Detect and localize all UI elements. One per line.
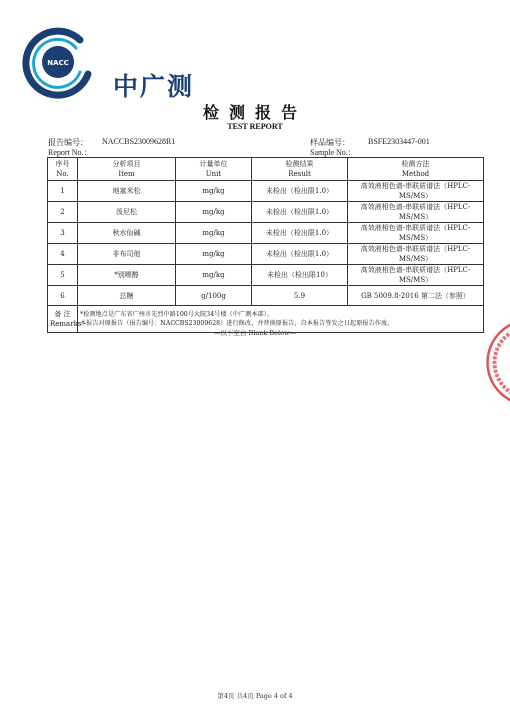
- header-no: 序号 No.: [48, 158, 78, 181]
- nacc-logo-mark: [18, 22, 108, 102]
- cell-no: 3: [48, 223, 78, 244]
- table-row: [48, 286, 484, 306]
- blank-below-marker: —以下空白 Blank Below—: [213, 329, 297, 337]
- cell-method: 高效液相色谱-串联质谱法（HPLC-MS/MS）: [348, 181, 484, 202]
- table-row: [48, 181, 484, 202]
- cell-item: 非布司他: [78, 244, 176, 265]
- cell-method: 高效液相色谱-串联质谱法（HPLC-MS/MS）: [348, 223, 484, 244]
- cell-item: 泼尼松: [78, 202, 176, 223]
- header-method: 检测方法 Method: [348, 158, 484, 181]
- report-no-label-en: Report No.：: [48, 148, 92, 157]
- cell-item: 地塞米松: [78, 181, 176, 202]
- cell-unit: mg/kg: [176, 265, 252, 286]
- report-no-value: NACCBS23009628R1: [102, 137, 176, 146]
- official-seal-stamp: [470, 315, 510, 410]
- header-item: 分析项目 Item: [78, 158, 176, 181]
- remarks-label: 备 注 Remarks: [48, 306, 78, 333]
- report-title-cn: 检测报告: [202, 103, 307, 122]
- cell-item: 秋水仙碱: [78, 223, 176, 244]
- results-table: [47, 157, 484, 333]
- cell-result: 未检出（检出限1.0）: [252, 244, 348, 265]
- cell-no: 5: [48, 265, 78, 286]
- cell-no: 4: [48, 244, 78, 265]
- cell-result: 未检出（检出限1.0）: [252, 202, 348, 223]
- header-unit: 计量单位 Unit: [176, 158, 252, 181]
- report-no-label-cn: 报告编号：: [48, 138, 88, 147]
- cell-no: 2: [48, 202, 78, 223]
- cell-method: 高效液相色谱-串联质谱法（HPLC-MS/MS）: [348, 244, 484, 265]
- header-result: 检测结果 Result: [252, 158, 348, 181]
- cell-method: 高效液相色谱-串联质谱法（HPLC-MS/MS）: [348, 265, 484, 286]
- cell-unit: mg/kg: [176, 202, 252, 223]
- sample-no-label-en: Sample No.：: [310, 148, 356, 157]
- nacc-logo: [18, 22, 218, 102]
- cell-item: *别嘌醇: [78, 265, 176, 286]
- table-row: [48, 202, 484, 223]
- sample-no-label-cn: 样品编号：: [310, 138, 350, 147]
- cell-result: 5.9: [252, 286, 348, 306]
- cell-no: 1: [48, 181, 78, 202]
- cell-result: 未检出（检出限10）: [252, 265, 348, 286]
- cell-item: 总糖: [78, 286, 176, 306]
- table-row: [48, 244, 484, 265]
- cell-method: 高效液相色谱-串联质谱法（HPLC-MS/MS）: [348, 202, 484, 223]
- page-footer: 第4页 共4页 Page 4 of 4: [217, 692, 293, 700]
- cell-unit: g/100g: [176, 286, 252, 306]
- logo-badge-text: NACC: [47, 59, 69, 67]
- cell-unit: mg/kg: [176, 181, 252, 202]
- cell-result: 未检出（检出限1.0）: [252, 181, 348, 202]
- table-row: [48, 265, 484, 286]
- remarks-line-2: 本报告对原报告（报告编号：NACCBS23009628）进行修改，并替换原报告，自本报告签发之日起原报告作废。: [80, 320, 394, 327]
- cell-result: 未检出（检出限1.0）: [252, 223, 348, 244]
- logo-text: 中广测: [113, 72, 195, 101]
- cell-unit: mg/kg: [176, 223, 252, 244]
- remarks-line-1: *检测地点是广东省广州市先烈中路100号大院34号楼（中广测本部）。: [80, 311, 273, 318]
- sample-no-value: BSFE2303447-001: [368, 137, 430, 146]
- report-title-en: TEST REPORT: [227, 122, 283, 131]
- table-header-row: [48, 158, 484, 181]
- cell-method: GB 5009.8-2016 第二法（参照）: [348, 286, 484, 306]
- table-row: [48, 223, 484, 244]
- cell-no: 6: [48, 286, 78, 306]
- cell-unit: mg/kg: [176, 244, 252, 265]
